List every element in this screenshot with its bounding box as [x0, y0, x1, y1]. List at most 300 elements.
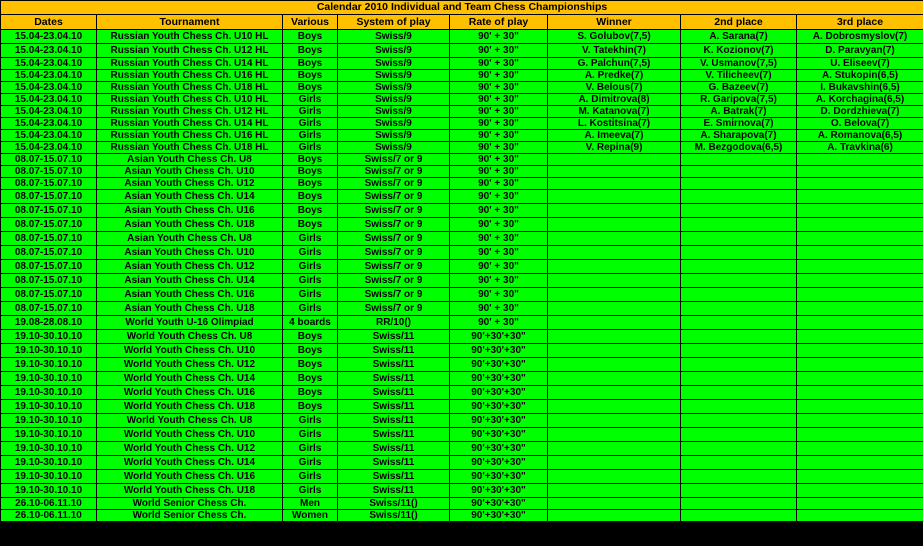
cell-dates: 19.10-30.10.10: [1, 428, 97, 442]
cell-2nd-place: M. Bezgodova(6,5): [681, 142, 797, 154]
cell-various: Boys: [283, 330, 338, 344]
cell-rate-of-play: 90' + 30": [450, 154, 548, 166]
cell-3rd-place: [797, 316, 923, 330]
table-row: [1, 358, 923, 372]
cell-winner: [548, 316, 681, 330]
cell-tournament: World Youth Chess Ch. U18: [97, 400, 283, 414]
cell-2nd-place: [681, 484, 797, 498]
cell-tournament: Asian Youth Chess Ch. U14: [97, 190, 283, 204]
cell-rate-of-play: 90' + 30": [450, 30, 548, 44]
cell-winner: [548, 498, 681, 510]
cell-2nd-place: V. Usmanov(7,5): [681, 58, 797, 70]
cell-3rd-place: [797, 274, 923, 288]
cell-dates: 08.07-15.07.10: [1, 154, 97, 166]
cell-tournament: Russian Youth Chess Ch. U10 HL: [97, 94, 283, 106]
cell-various: Girls: [283, 232, 338, 246]
cell-2nd-place: [681, 232, 797, 246]
cell-dates: 15.04-23.04.10: [1, 58, 97, 70]
table-row: [1, 154, 923, 166]
cell-2nd-place: E. Smirnova(7): [681, 118, 797, 130]
table-row: [1, 372, 923, 386]
cell-system-of-play: Swiss/7 or 9: [338, 232, 450, 246]
cell-2nd-place: [681, 470, 797, 484]
cell-2nd-place: K. Kozionov(7): [681, 44, 797, 58]
cell-various: Girls: [283, 260, 338, 274]
table-row: [1, 94, 923, 106]
cell-3rd-place: [797, 218, 923, 232]
cell-various: Boys: [283, 190, 338, 204]
cell-dates: 08.07-15.07.10: [1, 218, 97, 232]
cell-rate-of-play: 90'+30'+30": [450, 470, 548, 484]
cell-rate-of-play: 90' + 30": [450, 218, 548, 232]
cell-3rd-place: [797, 190, 923, 204]
cell-system-of-play: Swiss/7 or 9: [338, 288, 450, 302]
cell-rate-of-play: 90'+30'+30": [450, 498, 548, 510]
cell-tournament: Asian Youth Chess Ch. U10: [97, 166, 283, 178]
cell-rate-of-play: 90'+30'+30": [450, 386, 548, 400]
cell-dates: 15.04-23.04.10: [1, 118, 97, 130]
cell-rate-of-play: 90'+30'+30": [450, 400, 548, 414]
table-row: [1, 204, 923, 218]
cell-various: Girls: [283, 442, 338, 456]
cell-tournament: Russian Youth Chess Ch. U12 HL: [97, 106, 283, 118]
cell-tournament: World Senior Chess Ch.: [97, 510, 283, 522]
cell-system-of-play: Swiss/11: [338, 484, 450, 498]
cell-winner: V. Tatekhin(7): [548, 44, 681, 58]
cell-winner: V. Repina(9): [548, 142, 681, 154]
cell-dates: 08.07-15.07.10: [1, 190, 97, 204]
cell-2nd-place: [681, 498, 797, 510]
cell-winner: [548, 372, 681, 386]
table-row: [1, 190, 923, 204]
cell-dates: 19.10-30.10.10: [1, 372, 97, 386]
cell-tournament: World Senior Chess Ch.: [97, 498, 283, 510]
cell-tournament: World Youth Chess Ch. U18: [97, 484, 283, 498]
table-row: [1, 142, 923, 154]
cell-dates: 19.10-30.10.10: [1, 414, 97, 428]
cell-rate-of-play: 90' + 30": [450, 232, 548, 246]
cell-2nd-place: [681, 442, 797, 456]
cell-dates: 19.10-30.10.10: [1, 470, 97, 484]
cell-2nd-place: [681, 274, 797, 288]
cell-system-of-play: Swiss/9: [338, 106, 450, 118]
cell-3rd-place: A. Dobrosmyslov(7): [797, 30, 923, 44]
cell-tournament: Asian Youth Chess Ch. U16: [97, 204, 283, 218]
cell-2nd-place: [681, 358, 797, 372]
cell-tournament: World Youth Chess Ch. U10: [97, 344, 283, 358]
cell-rate-of-play: 90'+30'+30": [450, 428, 548, 442]
cell-3rd-place: [797, 204, 923, 218]
cell-winner: [548, 358, 681, 372]
cell-rate-of-play: 90' + 30": [450, 274, 548, 288]
header-row: [1, 15, 923, 30]
cell-system-of-play: Swiss/9: [338, 58, 450, 70]
cell-system-of-play: Swiss/11(): [338, 498, 450, 510]
header-dates: Dates: [1, 15, 97, 30]
cell-system-of-play: Swiss/7 or 9: [338, 302, 450, 316]
cell-3rd-place: D. Dordzhieva(7): [797, 106, 923, 118]
cell-winner: [548, 484, 681, 498]
table-row: [1, 82, 923, 94]
cell-winner: A. Predke(7): [548, 70, 681, 82]
cell-3rd-place: A. Romanova(6,5): [797, 130, 923, 142]
cell-system-of-play: Swiss/7 or 9: [338, 190, 450, 204]
cell-rate-of-play: 90' + 30": [450, 316, 548, 330]
cell-rate-of-play: 90' + 30": [450, 142, 548, 154]
header-system-of-play: System of play: [338, 15, 450, 30]
cell-various: Boys: [283, 82, 338, 94]
cell-2nd-place: [681, 510, 797, 522]
cell-tournament: Asian Youth Chess Ch. U18: [97, 302, 283, 316]
cell-tournament: World Youth Chess Ch. U8: [97, 414, 283, 428]
cell-various: 4 boards: [283, 316, 338, 330]
cell-dates: 19.10-30.10.10: [1, 442, 97, 456]
table-row: [1, 30, 923, 44]
table-row: [1, 260, 923, 274]
cell-2nd-place: [681, 456, 797, 470]
cell-system-of-play: Swiss/9: [338, 118, 450, 130]
cell-tournament: Asian Youth Chess Ch. U12: [97, 260, 283, 274]
cell-2nd-place: [681, 344, 797, 358]
table-row: [1, 344, 923, 358]
cell-system-of-play: Swiss/11: [338, 428, 450, 442]
cell-rate-of-play: 90'+30'+30": [450, 358, 548, 372]
cell-3rd-place: [797, 456, 923, 470]
cell-various: Girls: [283, 288, 338, 302]
cell-various: Men: [283, 498, 338, 510]
cell-system-of-play: Swiss/9: [338, 130, 450, 142]
cell-winner: [548, 470, 681, 484]
cell-system-of-play: Swiss/11: [338, 386, 450, 400]
cell-system-of-play: Swiss/9: [338, 94, 450, 106]
cell-3rd-place: A. Stukopin(6,5): [797, 70, 923, 82]
cell-3rd-place: O. Belova(7): [797, 118, 923, 130]
table-row: [1, 386, 923, 400]
cell-rate-of-play: 90'+30'+30": [450, 344, 548, 358]
cell-various: Boys: [283, 58, 338, 70]
cell-dates: 08.07-15.07.10: [1, 302, 97, 316]
table-row: [1, 510, 923, 522]
cell-system-of-play: Swiss/7 or 9: [338, 166, 450, 178]
cell-system-of-play: Swiss/9: [338, 82, 450, 94]
cell-3rd-place: [797, 470, 923, 484]
cell-various: Boys: [283, 44, 338, 58]
cell-rate-of-play: 90' + 30": [450, 70, 548, 82]
cell-various: Girls: [283, 428, 338, 442]
cell-winner: [548, 154, 681, 166]
title-row: [1, 1, 923, 15]
cell-dates: 08.07-15.07.10: [1, 204, 97, 218]
cell-winner: [548, 260, 681, 274]
cell-system-of-play: Swiss/7 or 9: [338, 154, 450, 166]
cell-tournament: Russian Youth Chess Ch. U18 HL: [97, 82, 283, 94]
cell-winner: G. Palchun(7,5): [548, 58, 681, 70]
cell-various: Girls: [283, 484, 338, 498]
cell-tournament: Russian Youth Chess Ch. U16 HL: [97, 130, 283, 142]
cell-winner: A. Dimitrova(8): [548, 94, 681, 106]
table-row: [1, 456, 923, 470]
cell-3rd-place: [797, 330, 923, 344]
cell-winner: [548, 218, 681, 232]
cell-3rd-place: [797, 232, 923, 246]
cell-winner: [548, 246, 681, 260]
cell-various: Girls: [283, 106, 338, 118]
cell-winner: [548, 288, 681, 302]
cell-rate-of-play: 90'+30'+30": [450, 510, 548, 522]
cell-rate-of-play: 90'+30'+30": [450, 456, 548, 470]
cell-2nd-place: [681, 288, 797, 302]
cell-3rd-place: A. Travkina(6): [797, 142, 923, 154]
cell-winner: L. Kostitsina(7): [548, 118, 681, 130]
header-various: Various: [283, 15, 338, 30]
cell-various: Boys: [283, 344, 338, 358]
cell-rate-of-play: 90'+30'+30": [450, 442, 548, 456]
cell-winner: [548, 414, 681, 428]
cell-tournament: World Youth Chess Ch. U12: [97, 442, 283, 456]
cell-rate-of-play: 90' + 30": [450, 166, 548, 178]
cell-rate-of-play: 90'+30'+30": [450, 414, 548, 428]
cell-system-of-play: Swiss/11: [338, 414, 450, 428]
cell-tournament: Asian Youth Chess Ch. U10: [97, 246, 283, 260]
cell-2nd-place: A. Sharapova(7): [681, 130, 797, 142]
cell-rate-of-play: 90' + 30": [450, 58, 548, 70]
cell-winner: [548, 232, 681, 246]
cell-winner: [548, 204, 681, 218]
table-row: [1, 130, 923, 142]
cell-various: Girls: [283, 302, 338, 316]
cell-winner: [548, 442, 681, 456]
cell-various: Boys: [283, 204, 338, 218]
cell-winner: [548, 386, 681, 400]
cell-system-of-play: Swiss/11: [338, 358, 450, 372]
cell-rate-of-play: 90' + 30": [450, 130, 548, 142]
cell-rate-of-play: 90'+30'+30": [450, 330, 548, 344]
cell-dates: 08.07-15.07.10: [1, 274, 97, 288]
cell-rate-of-play: 90' + 30": [450, 106, 548, 118]
cell-winner: S. Golubov(7,5): [548, 30, 681, 44]
cell-dates: 08.07-15.07.10: [1, 178, 97, 190]
cell-various: Girls: [283, 470, 338, 484]
header-3rd-place: 3rd place: [797, 15, 923, 30]
cell-dates: 19.10-30.10.10: [1, 386, 97, 400]
cell-2nd-place: G. Bazeev(7): [681, 82, 797, 94]
cell-tournament: World Youth Chess Ch. U12: [97, 358, 283, 372]
cell-2nd-place: [681, 400, 797, 414]
table-row: [1, 316, 923, 330]
cell-various: Boys: [283, 154, 338, 166]
cell-rate-of-play: 90' + 30": [450, 302, 548, 316]
cell-3rd-place: [797, 386, 923, 400]
cell-winner: [548, 330, 681, 344]
cell-dates: 08.07-15.07.10: [1, 166, 97, 178]
table-row: [1, 106, 923, 118]
cell-dates: 19.10-30.10.10: [1, 400, 97, 414]
cell-system-of-play: Swiss/7 or 9: [338, 260, 450, 274]
cell-dates: 19.10-30.10.10: [1, 330, 97, 344]
cell-dates: 19.10-30.10.10: [1, 344, 97, 358]
cell-various: Boys: [283, 218, 338, 232]
cell-tournament: Russian Youth Chess Ch. U14 HL: [97, 58, 283, 70]
cell-2nd-place: [681, 316, 797, 330]
cell-various: Boys: [283, 178, 338, 190]
table-row: [1, 470, 923, 484]
cell-system-of-play: Swiss/7 or 9: [338, 204, 450, 218]
cell-rate-of-play: 90' + 30": [450, 118, 548, 130]
header-winner: Winner: [548, 15, 681, 30]
cell-3rd-place: [797, 400, 923, 414]
cell-system-of-play: Swiss/9: [338, 44, 450, 58]
table-row: [1, 232, 923, 246]
cell-dates: 15.04-23.04.10: [1, 44, 97, 58]
cell-3rd-place: [797, 442, 923, 456]
cell-dates: 19.10-30.10.10: [1, 456, 97, 470]
table-row: [1, 218, 923, 232]
cell-dates: 15.04-23.04.10: [1, 82, 97, 94]
cell-various: Boys: [283, 358, 338, 372]
cell-3rd-place: [797, 510, 923, 522]
cell-3rd-place: [797, 154, 923, 166]
cell-system-of-play: Swiss/11: [338, 456, 450, 470]
cell-tournament: World Youth Chess Ch. U14: [97, 372, 283, 386]
cell-dates: 15.04-23.04.10: [1, 94, 97, 106]
cell-2nd-place: [681, 372, 797, 386]
cell-system-of-play: Swiss/9: [338, 142, 450, 154]
cell-dates: 08.07-15.07.10: [1, 246, 97, 260]
cell-system-of-play: Swiss/11: [338, 344, 450, 358]
cell-2nd-place: [681, 178, 797, 190]
cell-dates: 08.07-15.07.10: [1, 232, 97, 246]
cell-2nd-place: [681, 190, 797, 204]
table-title: Calendar 2010 Individual and Team Chess Championships: [1, 1, 923, 15]
cell-system-of-play: Swiss/11: [338, 400, 450, 414]
cell-system-of-play: Swiss/7 or 9: [338, 178, 450, 190]
table-row: [1, 302, 923, 316]
cell-tournament: World Youth Chess Ch. U16: [97, 386, 283, 400]
cell-dates: 26.10-06.11.10: [1, 498, 97, 510]
cell-rate-of-play: 90' + 30": [450, 204, 548, 218]
cell-3rd-place: [797, 178, 923, 190]
table-row: [1, 246, 923, 260]
cell-tournament: Asian Youth Chess Ch. U8: [97, 232, 283, 246]
cell-tournament: World Youth U-16 Olimpiad: [97, 316, 283, 330]
cell-rate-of-play: 90' + 30": [450, 178, 548, 190]
cell-2nd-place: [681, 246, 797, 260]
cell-various: Boys: [283, 166, 338, 178]
cell-dates: 08.07-15.07.10: [1, 260, 97, 274]
cell-dates: 15.04-23.04.10: [1, 130, 97, 142]
cell-winner: [548, 190, 681, 204]
cell-various: Boys: [283, 30, 338, 44]
cell-various: Boys: [283, 70, 338, 82]
cell-3rd-place: [797, 246, 923, 260]
cell-various: Girls: [283, 246, 338, 260]
table-row: [1, 118, 923, 130]
cell-winner: V. Belous(7): [548, 82, 681, 94]
cell-rate-of-play: 90' + 30": [450, 246, 548, 260]
cell-dates: 15.04-23.04.10: [1, 70, 97, 82]
cell-3rd-place: [797, 484, 923, 498]
cell-various: Women: [283, 510, 338, 522]
table-row: [1, 484, 923, 498]
table-row: [1, 330, 923, 344]
cell-3rd-place: [797, 428, 923, 442]
cell-various: Boys: [283, 400, 338, 414]
cell-3rd-place: U. Eliseev(7): [797, 58, 923, 70]
cell-tournament: Asian Youth Chess Ch. U12: [97, 178, 283, 190]
cell-2nd-place: [681, 428, 797, 442]
cell-system-of-play: Swiss/9: [338, 70, 450, 82]
cell-winner: [548, 166, 681, 178]
cell-system-of-play: RR/10(): [338, 316, 450, 330]
cell-winner: [548, 178, 681, 190]
cell-3rd-place: [797, 302, 923, 316]
cell-rate-of-play: 90' + 30": [450, 44, 548, 58]
cell-2nd-place: [681, 218, 797, 232]
cell-various: Girls: [283, 414, 338, 428]
cell-system-of-play: Swiss/7 or 9: [338, 246, 450, 260]
cell-system-of-play: Swiss/7 or 9: [338, 218, 450, 232]
cell-various: Boys: [283, 386, 338, 400]
cell-dates: 19.10-30.10.10: [1, 484, 97, 498]
cell-2nd-place: [681, 414, 797, 428]
cell-rate-of-play: 90'+30'+30": [450, 372, 548, 386]
cell-winner: M. Katanova(7): [548, 106, 681, 118]
cell-tournament: Russian Youth Chess Ch. U14 HL: [97, 118, 283, 130]
cell-3rd-place: [797, 358, 923, 372]
cell-3rd-place: I. Bukavshin(6,5): [797, 82, 923, 94]
table-row: [1, 442, 923, 456]
cell-winner: [548, 428, 681, 442]
cell-2nd-place: R. Garipova(7,5): [681, 94, 797, 106]
cell-2nd-place: [681, 260, 797, 274]
header-2nd-place: 2nd place: [681, 15, 797, 30]
table-row: [1, 498, 923, 510]
table-body: [1, 30, 923, 522]
cell-3rd-place: [797, 372, 923, 386]
cell-system-of-play: Swiss/11: [338, 372, 450, 386]
cell-rate-of-play: 90' + 30": [450, 190, 548, 204]
cell-various: Girls: [283, 274, 338, 288]
cell-3rd-place: [797, 414, 923, 428]
cell-various: Girls: [283, 142, 338, 154]
cell-winner: [548, 344, 681, 358]
cell-dates: 26.10-06.11.10: [1, 510, 97, 522]
cell-3rd-place: [797, 288, 923, 302]
table-row: [1, 166, 923, 178]
header-rate-of-play: Rate of play: [450, 15, 548, 30]
cell-winner: A. Imeeva(7): [548, 130, 681, 142]
cell-rate-of-play: 90' + 30": [450, 288, 548, 302]
cell-winner: [548, 400, 681, 414]
cell-various: Girls: [283, 456, 338, 470]
table-row: [1, 274, 923, 288]
cell-3rd-place: [797, 260, 923, 274]
cell-winner: [548, 456, 681, 470]
table-row: [1, 70, 923, 82]
table-row: [1, 414, 923, 428]
cell-2nd-place: [681, 166, 797, 178]
cell-tournament: Russian Youth Chess Ch. U12 HL: [97, 44, 283, 58]
cell-tournament: World Youth Chess Ch. U14: [97, 456, 283, 470]
cell-various: Boys: [283, 372, 338, 386]
cell-2nd-place: V. Tilicheev(7): [681, 70, 797, 82]
cell-rate-of-play: 90' + 30": [450, 94, 548, 106]
cell-various: Girls: [283, 94, 338, 106]
cell-dates: 15.04-23.04.10: [1, 106, 97, 118]
cell-system-of-play: Swiss/11: [338, 470, 450, 484]
cell-2nd-place: [681, 154, 797, 166]
cell-dates: 19.08-28.08.10: [1, 316, 97, 330]
